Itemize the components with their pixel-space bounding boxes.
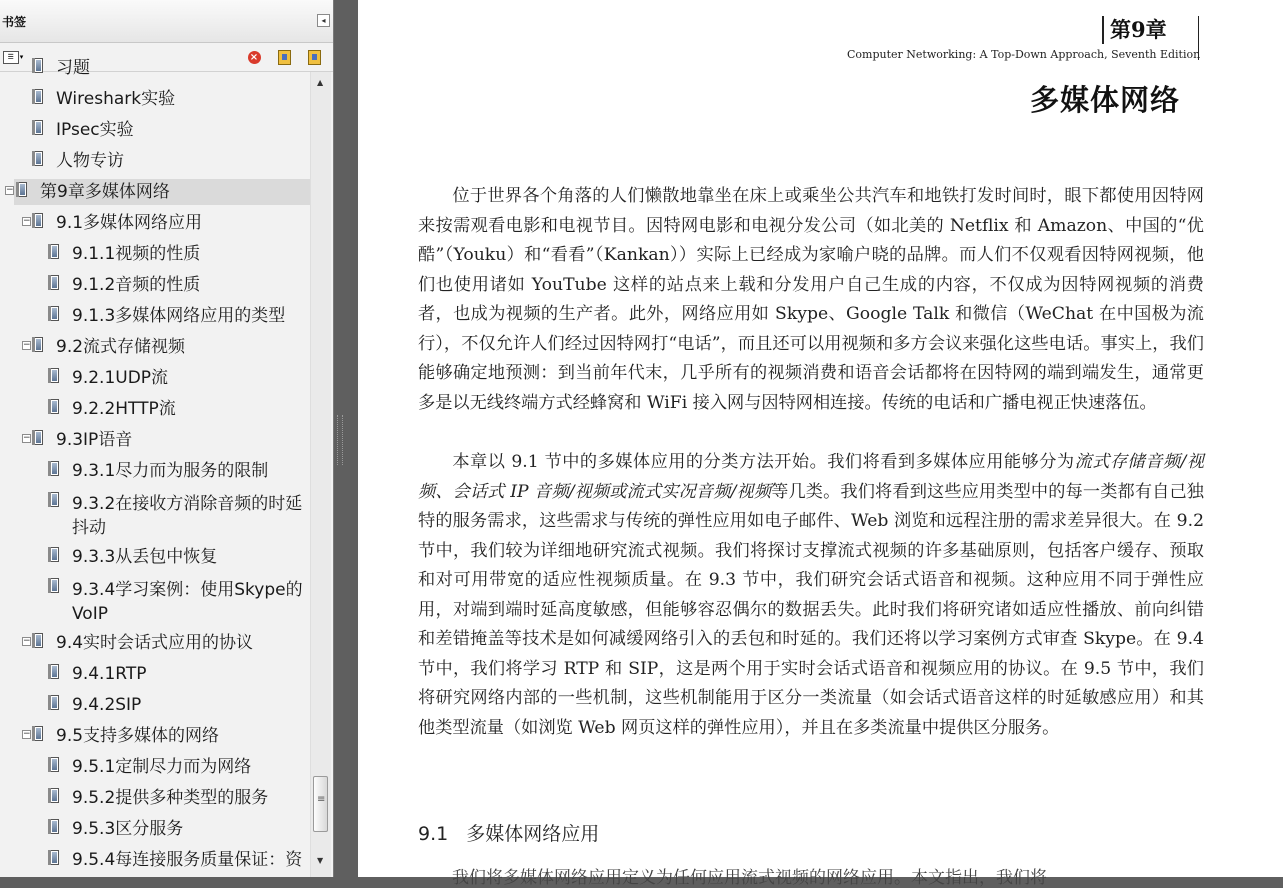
bookmark-item[interactable]	[0, 272, 310, 298]
bookmarks-title: 书签	[2, 15, 27, 29]
chapter-title: 多媒体网络	[1030, 83, 1181, 117]
collapse-toggle-icon[interactable]: −	[23, 729, 31, 739]
splitter-grip-icon[interactable]	[337, 415, 343, 465]
bookmark-label: 9.5支持多媒体的网络	[56, 726, 220, 746]
collapse-toggle-icon[interactable]: −	[23, 216, 31, 226]
bookmark-item[interactable]	[0, 489, 310, 539]
paragraph-intro: 位于世界各个角落的人们懒散地靠坐在床上或乘坐公共汽车和地铁打发时间时，眼下都使用因特网来按需观看电影和电视节目。因特网电影和电视分发公司（如北美的 Netflix 和 Amazon、中国的“优酷”（Youku）和“看看”（Kankan））实际上已经成为家喻户晓的品牌。而人们不仅观看因特网视频，他们也使用诸如 YouTube 这样的站点来上载和分发用户自己生成的内容，不仅成为因特网视频的消费者，也成为视频的生产者。此外，网络应用如 Skype、Google Talk 和微信（WeChat 在中国极为流行），不仅允许人们经过因特网打“电话”，而且还可以用视频和多方会议来强化这些电话。事实上，我们能够确定地预测：到当前年代末，几乎所有的视频消费和语音会话都将在因特网的端到端发生，通常更多是以无线终端方式经蜂窝和 WiFi 接入网与因特网相连接。传统的电话和广播电视正快速落伍。	[418, 186, 1204, 413]
bookmark-label: 9.5.1定制尽力而为网络	[72, 757, 252, 777]
bookmark-label: 9.3.4学习案例：使用Skype的VoIP	[72, 580, 303, 624]
bookmark-item[interactable]	[0, 723, 310, 749]
bookmark-item[interactable]	[0, 148, 310, 174]
bookmark-item[interactable]	[0, 630, 310, 656]
bookmark-icon	[50, 664, 59, 679]
bookmark-icon	[34, 151, 43, 166]
bookmarks-scrollbar[interactable]	[310, 72, 331, 877]
scroll-down-arrow-icon[interactable]: ▼	[317, 856, 324, 865]
bookmark-icon	[18, 182, 27, 197]
bookmark-label: 9.2流式存储视频	[56, 337, 186, 357]
bookmark-item[interactable]	[0, 661, 310, 687]
bookmark-item[interactable]	[0, 303, 310, 329]
collapse-toggle-icon[interactable]: −	[23, 433, 31, 443]
bookmark-label: 9.1.2音频的性质	[72, 275, 201, 295]
bookmark-icon	[50, 461, 59, 476]
section-title: 多媒体网络应用	[466, 823, 600, 845]
bookmark-icon	[34, 120, 43, 135]
bookmark-icon	[50, 306, 59, 321]
bookmark-item[interactable]	[0, 754, 310, 780]
book-subtitle: Computer Networking: A Top-Down Approach, Seventh Edition	[847, 48, 1201, 61]
chapter-divider	[1102, 16, 1104, 44]
bookmark-label: 9.1多媒体网络应用	[56, 213, 203, 233]
bookmark-icon	[50, 578, 59, 593]
bookmark-item[interactable]	[0, 117, 310, 143]
bookmark-label: 9.4实时会话式应用的协议	[56, 633, 254, 653]
bookmark-item[interactable]	[0, 86, 310, 112]
bookmark-item[interactable]	[0, 692, 310, 718]
bookmark-icon	[50, 695, 59, 710]
bookmark-label: 9.1.3多媒体网络应用的类型	[72, 306, 286, 326]
bookmark-icon	[50, 275, 59, 290]
bookmark-icon	[34, 58, 43, 73]
bookmark-icon	[50, 399, 59, 414]
bookmark-label: 第9章多媒体网络	[40, 182, 170, 202]
section-number: 9.1	[418, 823, 449, 845]
bookmark-icon	[34, 633, 43, 648]
bookmark-options-icon[interactable]: ☰ ▾	[0, 49, 26, 65]
paragraph-outline-part1: 本章以 9.1 节中的多媒体应用的分类方法开始。我们将看到多媒体应用能够分为	[452, 452, 1075, 472]
bookmark-label: 习题	[56, 58, 90, 78]
bookmark-label: 9.4.1RTP	[72, 664, 147, 684]
section-heading	[418, 819, 599, 846]
bookmark-label: 9.5.4每连接服务质量保证：资	[72, 850, 303, 870]
paragraph-outline-part2: 等几类。我们将看到这些应用类型中的每一类都有自己独特的服务需求，这些需求与传统的弹性应用如电子邮件、Web 浏览和远程注册的需求差异很大。在 9.2 节中，我们较为详细地研究流式视频。我们将探讨支撑流式视频的许多基础原则，包括客户缓存、预取和对可用带宽的适应性视频质量。在 9.3 节中，我们研究会话式语音和视频。这种应用不同于弹性应用，对端到端时延高度敏感，但能够容忍偶尔的数据丢失。此时我们将研究诸如适应性播放、前向纠错和差错掩盖等技术是如何减缓网络引入的丢包和时延的。我们还将以学习案例方式审查 Skype。在 9.4 节中，我们将学习 RTP 和 SIP，这是两个用于实时会话式语音和视频应用的协议。在 9.5 节中，我们将研究网络内部的一些机制，这些机制能用于区分一类流量（如会话式语音这样的时延敏感应用）和其他类型流量（如浏览 Web 网页这样的弹性应用），并且在多类流量中提供区分服务。	[418, 481, 1204, 738]
paragraph-outline-italic: 流式存储音频/视频、会话式 IP 音频/视频或流式实况音频/视频	[418, 452, 1205, 502]
bookmark-item[interactable]	[0, 241, 310, 267]
bookmark-item[interactable]	[0, 785, 310, 811]
bookmark-label: 9.3IP语音	[56, 430, 133, 450]
bookmark-item[interactable]	[6, 179, 310, 205]
chapter-label: 第9章	[1110, 17, 1167, 42]
collapse-toggle-icon[interactable]: −	[23, 340, 31, 350]
bookmark-icon	[50, 492, 59, 507]
bookmark-label: IPsec实验	[56, 120, 134, 140]
scroll-up-arrow-icon[interactable]: ▲	[317, 78, 324, 87]
collapse-toggle-icon[interactable]: −	[23, 636, 31, 646]
bookmark-label: 9.5.2提供多种类型的服务	[72, 788, 269, 808]
bookmark-icon	[34, 89, 43, 104]
collapse-panel-button[interactable]: ◂	[317, 14, 330, 27]
scrollbar-thumb[interactable]: ≡	[313, 776, 328, 832]
bookmark-label: 9.4.2SIP	[72, 695, 142, 715]
bookmark-label: 9.3.2在接收方消除音频的时延抖动	[72, 494, 303, 538]
paragraph-partial: 我们将多媒体网络应用定义为任何应用流式视频的网络应用。本文指出，我们将	[452, 868, 1047, 888]
bookmark-label: 9.3.1尽力而为服务的限制	[72, 461, 269, 481]
bookmark-icon	[50, 850, 59, 865]
bookmark-label: 9.2.1UDP流	[72, 368, 169, 388]
bookmark-item[interactable]	[0, 847, 310, 873]
paragraph-outline	[418, 448, 1204, 743]
bookmark-icon	[50, 547, 59, 562]
bookmark-label: 9.1.1视频的性质	[72, 244, 201, 264]
bookmark-label: 9.3.3从丢包中恢复	[72, 547, 218, 567]
bookmark-item[interactable]	[0, 210, 310, 236]
bookmark-icon	[50, 819, 59, 834]
bookmark-item[interactable]	[0, 427, 310, 453]
bookmark-item[interactable]	[0, 458, 310, 484]
bookmark-icon	[34, 337, 43, 352]
bookmark-icon	[50, 368, 59, 383]
bookmarks-header	[0, 0, 333, 43]
bookmark-label: 人物专访	[56, 151, 124, 171]
bookmark-icon	[34, 430, 43, 445]
bookmark-item[interactable]	[0, 396, 310, 422]
bookmark-item[interactable]	[0, 365, 310, 391]
bookmark-label: Wireshark实验	[56, 89, 176, 109]
bookmark-item[interactable]	[0, 55, 310, 81]
bookmark-icon	[50, 244, 59, 259]
document-page	[358, 0, 1283, 888]
bookmark-icon	[50, 757, 59, 772]
bookmark-tree	[0, 58, 310, 877]
collapse-toggle-icon[interactable]: −	[6, 185, 14, 195]
bookmark-item[interactable]	[0, 575, 310, 625]
bookmark-item[interactable]	[0, 544, 310, 570]
bookmark-label: 9.2.2HTTP流	[72, 399, 176, 419]
bookmark-icon	[34, 726, 43, 741]
bookmarks-panel	[0, 0, 334, 877]
bookmark-item[interactable]	[0, 816, 310, 842]
bookmark-item[interactable]	[0, 334, 310, 360]
bookmark-icon	[50, 788, 59, 803]
bookmark-icon	[34, 213, 43, 228]
delete-bookmark-icon[interactable]: ×	[245, 49, 263, 65]
bookmark-label: 9.5.3区分服务	[72, 819, 184, 839]
